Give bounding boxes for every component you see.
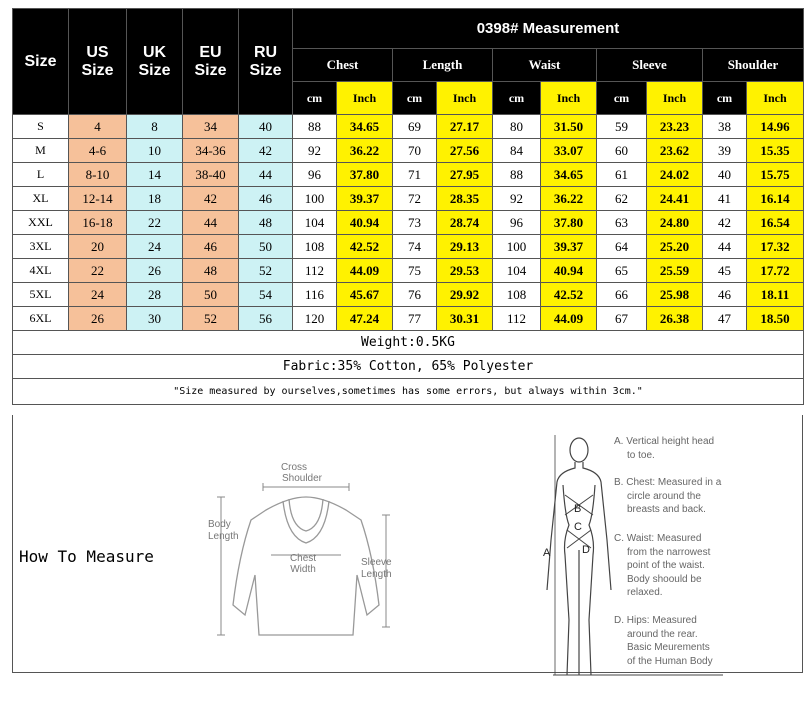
value-cell: 73 [393, 211, 437, 235]
cm-header: cm [393, 82, 437, 115]
value-cell: 75 [393, 259, 437, 283]
value-cell: 77 [393, 307, 437, 331]
value-cell: 46 [239, 187, 293, 211]
value-cell: 70 [393, 139, 437, 163]
value-cell: 88 [493, 163, 541, 187]
body-length-label: Body [208, 519, 231, 530]
value-cell: 108 [493, 283, 541, 307]
size-cell: XL [13, 187, 69, 211]
eu-size-header: EU Size [183, 9, 239, 115]
value-cell: 44.09 [337, 259, 393, 283]
value-cell: 8-10 [69, 163, 127, 187]
table-row [13, 307, 804, 331]
inch-header: Inch [541, 82, 597, 115]
chest-width-label: Width [290, 564, 316, 575]
value-cell: 48 [239, 211, 293, 235]
value-cell: 116 [293, 283, 337, 307]
size-cell: L [13, 163, 69, 187]
value-cell: 71 [393, 163, 437, 187]
value-cell: 52 [183, 307, 239, 331]
garment-labels [208, 462, 392, 580]
how-to-measure-section [12, 415, 803, 673]
value-cell: 29.53 [437, 259, 493, 283]
value-cell: 96 [293, 163, 337, 187]
value-cell: 34-36 [183, 139, 239, 163]
value-cell: 25.98 [647, 283, 703, 307]
value-cell: 50 [183, 283, 239, 307]
value-cell: 80 [493, 115, 541, 139]
value-cell: 10 [127, 139, 183, 163]
weight-info: Weight:0.5KG [13, 331, 804, 355]
value-cell: 17.72 [747, 259, 804, 283]
value-cell: 44.09 [541, 307, 597, 331]
value-cell: 92 [293, 139, 337, 163]
value-cell: 12-14 [69, 187, 127, 211]
value-cell: 120 [293, 307, 337, 331]
size-cell: M [13, 139, 69, 163]
size-cell: 4XL [13, 259, 69, 283]
measurement-note: "Size measured by ourselves,sometimes has some errors, but always within 3cm." [13, 379, 804, 405]
chart-title: 0398# Measurement [293, 9, 804, 49]
value-cell: 23.62 [647, 139, 703, 163]
value-cell: 47.24 [337, 307, 393, 331]
value-cell: 50 [239, 235, 293, 259]
value-cell: 42 [239, 139, 293, 163]
cm-header: cm [493, 82, 541, 115]
value-cell: 26.38 [647, 307, 703, 331]
value-cell: 34 [183, 115, 239, 139]
chest-width-label: Chest [289, 553, 317, 564]
value-cell: 52 [239, 259, 293, 283]
note-a: A. Vertical height head to toe. [614, 436, 715, 461]
value-cell: 18.11 [747, 283, 804, 307]
value-cell: 27.17 [437, 115, 493, 139]
value-cell: 28.74 [437, 211, 493, 235]
letter-b: B [574, 503, 582, 515]
value-cell: 16.54 [747, 211, 804, 235]
value-cell: 37.80 [337, 163, 393, 187]
value-cell: 69 [393, 115, 437, 139]
value-cell: 34.65 [337, 115, 393, 139]
value-cell: 112 [293, 259, 337, 283]
sleeve-length-label: Length [361, 569, 392, 580]
note-c: C. Waist: Measured from the narrowest point of the waist. Body shoould be relaxed. [614, 533, 711, 598]
value-cell: 16.14 [747, 187, 804, 211]
table-row [13, 139, 804, 163]
value-cell: 45.67 [337, 283, 393, 307]
value-cell: 40 [239, 115, 293, 139]
value-cell: 61 [597, 163, 647, 187]
value-cell: 104 [293, 211, 337, 235]
value-cell: 92 [493, 187, 541, 211]
how-to-measure-label: How To Measure [19, 547, 154, 566]
value-cell: 36.22 [541, 187, 597, 211]
table-row [13, 235, 804, 259]
value-cell: 14.96 [747, 115, 804, 139]
table-row [13, 163, 804, 187]
letter-a: A [543, 547, 551, 559]
value-cell: 100 [493, 235, 541, 259]
value-cell: 15.35 [747, 139, 804, 163]
value-cell: 24.02 [647, 163, 703, 187]
value-cell: 18 [127, 187, 183, 211]
value-cell: 104 [493, 259, 541, 283]
value-cell: 62 [597, 187, 647, 211]
value-cell: 63 [597, 211, 647, 235]
body-length-label: Length [208, 531, 239, 542]
size-header: Size [13, 9, 69, 115]
value-cell: 59 [597, 115, 647, 139]
value-cell: 39.37 [337, 187, 393, 211]
value-cell: 100 [293, 187, 337, 211]
size-chart-body [13, 115, 804, 331]
value-cell: 26 [127, 259, 183, 283]
sleeve-header: Sleeve [597, 49, 703, 82]
size-cell: 3XL [13, 235, 69, 259]
inch-header: Inch [647, 82, 703, 115]
value-cell: 44 [183, 211, 239, 235]
value-cell: 72 [393, 187, 437, 211]
value-cell: 42 [703, 211, 747, 235]
value-cell: 30.31 [437, 307, 493, 331]
value-cell: 33.07 [541, 139, 597, 163]
value-cell: 45 [703, 259, 747, 283]
value-cell: 74 [393, 235, 437, 259]
value-cell: 40 [703, 163, 747, 187]
value-cell: 23.23 [647, 115, 703, 139]
uk-size-header: UK Size [127, 9, 183, 115]
value-cell: 26 [69, 307, 127, 331]
value-cell: 29.92 [437, 283, 493, 307]
value-cell: 22 [127, 211, 183, 235]
value-cell: 24.80 [647, 211, 703, 235]
value-cell: 64 [597, 235, 647, 259]
value-cell: 24.41 [647, 187, 703, 211]
value-cell: 28.35 [437, 187, 493, 211]
table-row [13, 283, 804, 307]
value-cell: 29.13 [437, 235, 493, 259]
value-cell: 4 [69, 115, 127, 139]
value-cell: 42 [183, 187, 239, 211]
value-cell: 38 [703, 115, 747, 139]
size-cell: S [13, 115, 69, 139]
letter-c: C [574, 521, 582, 533]
value-cell: 41 [703, 187, 747, 211]
value-cell: 67 [597, 307, 647, 331]
fabric-info: Fabric:35% Cotton, 65% Polyester [13, 355, 804, 379]
value-cell: 22 [69, 259, 127, 283]
value-cell: 56 [239, 307, 293, 331]
value-cell: 16-18 [69, 211, 127, 235]
size-cell: XXL [13, 211, 69, 235]
value-cell: 25.20 [647, 235, 703, 259]
value-cell: 112 [493, 307, 541, 331]
cross-shoulder-label: Cross [280, 462, 308, 473]
letter-d: D [582, 544, 590, 556]
value-cell: 88 [293, 115, 337, 139]
chest-header: Chest [293, 49, 393, 82]
inch-header: Inch [337, 82, 393, 115]
ru-size-header: RU Size [239, 9, 293, 115]
size-chart-table [12, 8, 804, 405]
cm-header: cm [293, 82, 337, 115]
value-cell: 18.50 [747, 307, 804, 331]
table-row [13, 211, 804, 235]
us-size-header: US Size [69, 9, 127, 115]
value-cell: 76 [393, 283, 437, 307]
value-cell: 96 [493, 211, 541, 235]
value-cell: 8 [127, 115, 183, 139]
cross-shoulder-label: Shoulder [281, 473, 323, 484]
value-cell: 40.94 [337, 211, 393, 235]
value-cell: 38-40 [183, 163, 239, 187]
value-cell: 44 [703, 235, 747, 259]
value-cell: 54 [239, 283, 293, 307]
value-cell: 39.37 [541, 235, 597, 259]
value-cell: 24 [69, 283, 127, 307]
table-row [13, 187, 804, 211]
value-cell: 60 [597, 139, 647, 163]
table-row [13, 259, 804, 283]
value-cell: 46 [703, 283, 747, 307]
cm-header: cm [703, 82, 747, 115]
value-cell: 4-6 [69, 139, 127, 163]
value-cell: 24 [127, 235, 183, 259]
value-cell: 28 [127, 283, 183, 307]
value-cell: 46 [183, 235, 239, 259]
value-cell: 66 [597, 283, 647, 307]
value-cell: 34.65 [541, 163, 597, 187]
inch-header: Inch [437, 82, 493, 115]
value-cell: 44 [239, 163, 293, 187]
value-cell: 84 [493, 139, 541, 163]
sleeve-length-label: Sleeve [361, 557, 392, 568]
value-cell: 25.59 [647, 259, 703, 283]
value-cell: 47 [703, 307, 747, 331]
value-cell: 40.94 [541, 259, 597, 283]
value-cell: 39 [703, 139, 747, 163]
note-b: B. Chest: Measured in a circle around the breasts and back. [614, 477, 722, 515]
table-row [13, 115, 804, 139]
value-cell: 108 [293, 235, 337, 259]
value-cell: 17.32 [747, 235, 804, 259]
value-cell: 42.52 [337, 235, 393, 259]
cm-header: cm [597, 82, 647, 115]
value-cell: 65 [597, 259, 647, 283]
size-cell: 6XL [13, 307, 69, 331]
garment-diagram [191, 455, 421, 645]
value-cell: 20 [69, 235, 127, 259]
value-cell: 42.52 [541, 283, 597, 307]
size-cell: 5XL [13, 283, 69, 307]
inch-header: Inch [747, 82, 804, 115]
value-cell: 30 [127, 307, 183, 331]
value-cell: 48 [183, 259, 239, 283]
shoulder-header: Shoulder [703, 49, 804, 82]
value-cell: 27.56 [437, 139, 493, 163]
length-header: Length [393, 49, 493, 82]
value-cell: 14 [127, 163, 183, 187]
value-cell: 15.75 [747, 163, 804, 187]
value-cell: 31.50 [541, 115, 597, 139]
value-cell: 27.95 [437, 163, 493, 187]
waist-header: Waist [493, 49, 597, 82]
value-cell: 36.22 [337, 139, 393, 163]
note-d: D. Hips: Measured around the rear. Basic Meurements of the Human Body [614, 615, 713, 667]
value-cell: 37.80 [541, 211, 597, 235]
